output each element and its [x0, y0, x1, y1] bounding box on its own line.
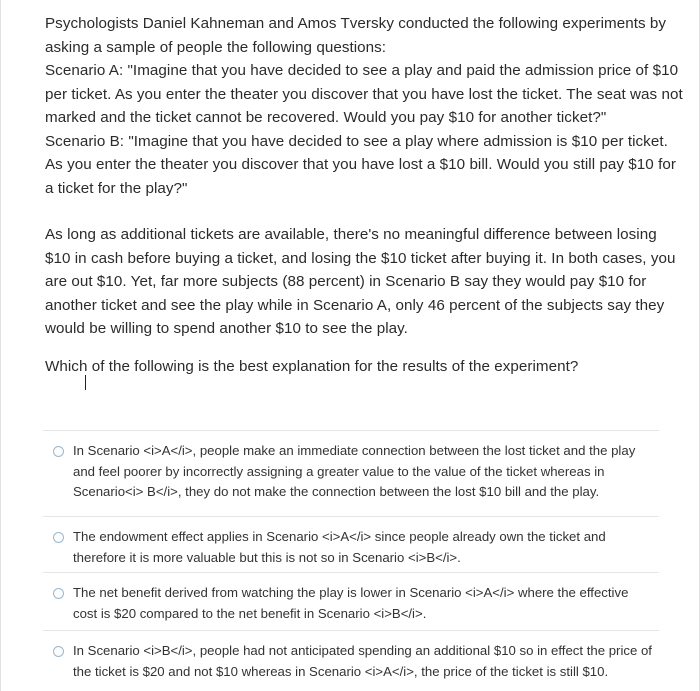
answer-option-1[interactable] — [43, 430, 659, 516]
answer-option-2[interactable] — [43, 516, 659, 572]
question-intro: Psychologists Daniel Kahneman and Amos Tversky conducted the following experiments by asking a sample of people the following questions: — [45, 15, 667, 56]
answer-option-4[interactable] — [43, 630, 659, 690]
answer-option-text: In Scenario <i>B</i>, people had not anticipated spending an additional $10 so in effect the price of the ticket is $20 and not $10 whereas in Scenario <i>A</i>, the price of the ticket is still $10. — [73, 643, 652, 679]
scenario-a-text: Scenario A: "Imagine that you have decided to see a play and paid the admission price of $10 per ticket. As you enter the theater you discover that you have lost the ticket. The seat was not marked and the ticket cannot be recovered. Would you pay $10 for another ticket?" — [45, 62, 683, 126]
question-prompt-start: Which — [45, 357, 88, 375]
radio-button-icon[interactable] — [53, 588, 64, 599]
answer-option-text: The endowment effect applies in Scenario <i>A</i> since people already own the ticket and therefore it is more valuable but this is not so in Scenario <i>B</i>. — [73, 529, 606, 565]
question-stem — [45, 12, 685, 378]
scenario-b-text: Scenario B: "Imagine that you have decided to see a play where admission is $10 per ticket. As you enter the theater you discover that you have lost a $10 bill. Would you still pay $10 for a ticket for the play?" — [45, 132, 676, 197]
radio-button-icon[interactable] — [53, 646, 64, 657]
answer-options — [43, 430, 659, 690]
answer-option-3[interactable] — [43, 572, 659, 630]
analysis-paragraph: As long as additional tickets are available, there's no meaningful difference between losing $10 in cash before buying a ticket, and losing the $10 ticket after buying it. In both cases, you are out $10. Yet, far more subjects (88 percent) in Scenario B say they would pay $10 for another ticket and see the play while in Scenario A, only 46 percent of the subjects say they would be willing to spend another $10 to see the play. — [45, 226, 676, 337]
radio-button-icon[interactable] — [53, 532, 64, 543]
question-prompt — [45, 355, 685, 379]
answer-option-text: In Scenario <i>A</i>, people make an immediate connection between the lost ticket and the play and feel poorer by incorrectly assigning a greater value to the value of the ticket whereas in Scenario<i> B</i>, they do not make the connection between the lost $10 bill and the play. — [73, 443, 636, 499]
question-prompt-end: of the following is the best explanation for the results of the experiment? — [91, 357, 579, 375]
answer-option-text: The net benefit derived from watching the play is lower in Scenario <i>A</i> where the effective cost is $20 compared to the net benefit in Scenario <i>B</i>. — [73, 585, 629, 621]
radio-button-icon[interactable] — [53, 446, 64, 457]
